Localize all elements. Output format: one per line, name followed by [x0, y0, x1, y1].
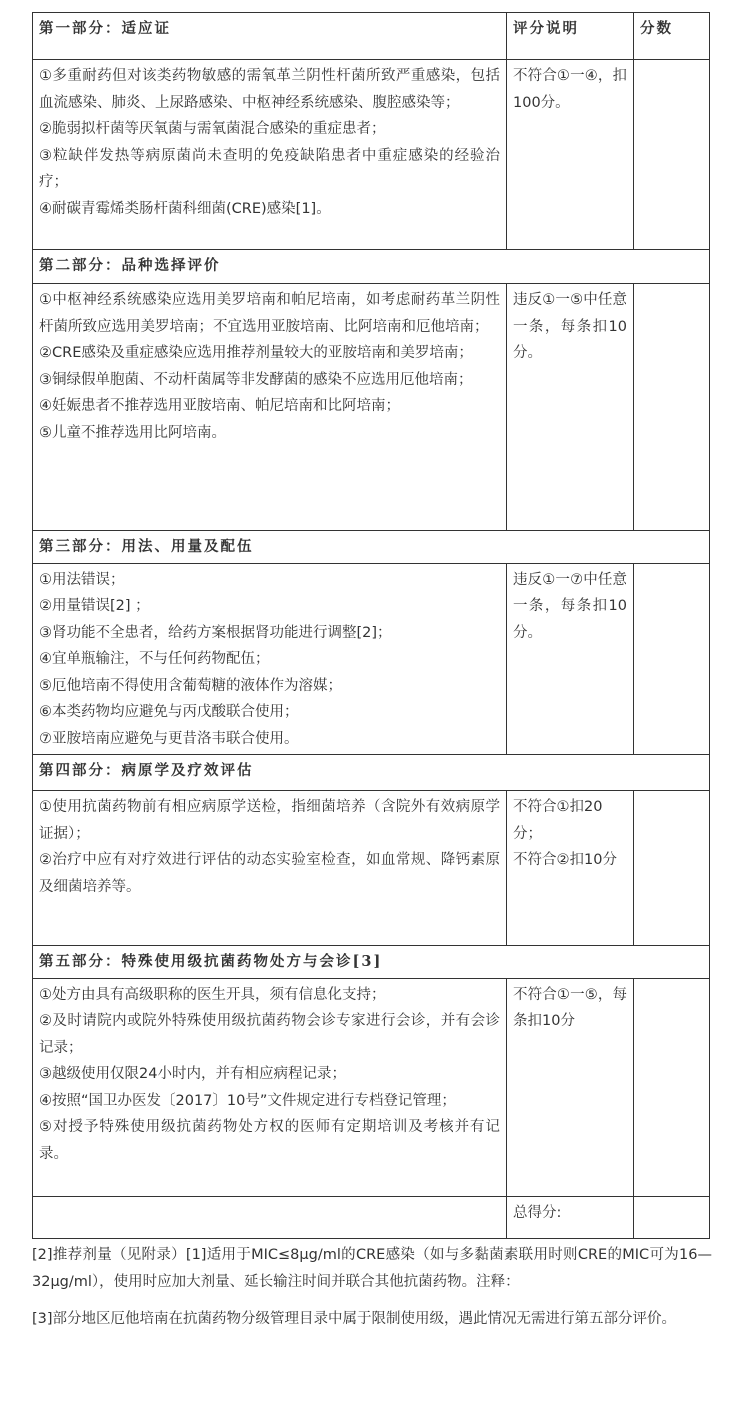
part3-score-cell[interactable]: [634, 563, 710, 755]
footnotes: [32, 1242, 712, 1343]
part4-content-row: [33, 791, 710, 946]
scoring-line: 不符合②扣10分: [513, 852, 617, 868]
evaluation-table: [32, 12, 710, 1239]
part2-scoring: 违反①一⑤中任意一条，每条扣10分。: [507, 284, 634, 531]
part5-title-row: [33, 946, 710, 979]
part5-score-cell[interactable]: [634, 978, 710, 1196]
table-header-row: [33, 13, 710, 60]
list-item: ②脆弱拟杆菌等厌氧菌与需氧菌混合感染的重症患者；: [39, 121, 386, 137]
part1-title: 第一部分：适应证: [33, 13, 507, 60]
list-item: ②治疗中应有对疗效进行评估的动态实验室检查，如血常规、降钙素原及细菌培养等。: [39, 852, 500, 895]
footnote: [3]部分地区厄他培南在抗菌药物分级管理目录中属于限制使用级，遇此情况无需进行第五部分评价。: [32, 1311, 677, 1327]
footnote: [2]推荐剂量（见附录）[1]适用于MIC≤8μg/ml的CRE感染（如与多黏菌素联用时则CRE的MIC可为16—32μg/ml），使用时应加大剂量、延长输注时间并联合其他抗菌药物。注释：: [32, 1247, 712, 1290]
list-item: ⑤厄他培南不得使用含葡萄糖的液体作为溶媒；: [39, 677, 342, 694]
list-item: ⑥本类药物均应避免与丙戊酸联合使用；: [39, 704, 299, 720]
part3-title: 第三部分：用法、用量及配伍: [33, 531, 710, 564]
list-item: ②及时请院内或院外特殊使用级抗菌药物会诊专家进行会诊，并有会诊记录；: [39, 1013, 500, 1056]
scoring-column-title: 评分说明: [507, 13, 634, 60]
part3-items: [33, 563, 507, 755]
list-item: ①中枢神经系统感染应选用美罗培南和帕尼培南，如考虑耐药革兰阴性杆菌所致应选用美罗培南；不宜选用亚胺培南、比阿培南和厄他培南；: [39, 292, 500, 335]
list-item: ④妊娠患者不推荐选用亚胺培南、帕尼培南和比阿培南；: [39, 398, 400, 414]
list-item: ①处方由具有高级职称的医生开具，须有信息化支持；: [39, 986, 386, 1003]
list-item: ④按照“国卫办医发〔2017〕10号”文件规定进行专档登记管理；: [39, 1092, 456, 1109]
list-item: ②CRE感染及重症感染应选用推荐剂量较大的亚胺培南和美罗培南；: [39, 345, 473, 361]
part3-title-row: [33, 531, 710, 564]
list-item: ①多重耐药但对该类药物敏感的需氧革兰阴性杆菌所致严重感染，包括血流感染、肺炎、上尿路感染、中枢神经系统感染、腹腔感染等；: [39, 68, 500, 111]
part3-scoring: 违反①一⑦中任意一条，每条扣10分。: [507, 563, 634, 755]
part1-items: [33, 60, 507, 250]
part2-content-row: [33, 284, 710, 531]
part4-title-row: [33, 755, 710, 791]
part1-scoring: 不符合①一④，扣100分。: [507, 60, 634, 250]
total-row: [33, 1196, 710, 1238]
part3-content-row: [33, 563, 710, 755]
part5-scoring: 不符合①一⑤，每条扣10分: [507, 978, 634, 1196]
list-item: ⑦亚胺培南应避免与更昔洛韦联合使用。: [39, 730, 299, 747]
part4-scoring: [507, 791, 634, 946]
list-item: ①使用抗菌药物前有相应病原学送检，指细菌培养（含院外有效病原学证据）；: [39, 799, 500, 842]
list-item: ①用法错误；: [39, 571, 125, 588]
list-item: ②用量错误[2] ；: [39, 598, 150, 614]
list-item: ③粒缺伴发热等病原菌尚未查明的免疫缺陷患者中重症感染的经验治疗；: [39, 147, 500, 190]
part2-title: 第二部分：品种选择评价: [33, 250, 710, 284]
total-label: 总得分:: [507, 1196, 634, 1238]
list-item: ④耐碳青霉烯类肠杆菌科细菌(CRE)感染[1]。: [39, 200, 331, 217]
part4-score-cell[interactable]: [634, 791, 710, 946]
part5-items: [33, 978, 507, 1196]
list-item: ③铜绿假单胞菌、不动杆菌属等非发酵菌的感染不应选用厄他培南；: [39, 371, 473, 388]
part1-score-cell[interactable]: [634, 60, 710, 250]
total-empty-cell: [33, 1196, 507, 1238]
list-item: ⑤儿童不推荐选用比阿培南。: [39, 424, 226, 441]
list-item: ⑤对授予特殊使用级抗菌药物处方权的医师有定期培训及考核并有记录。: [39, 1119, 500, 1162]
part4-items: [33, 791, 507, 946]
part5-title: 第五部分：特殊使用级抗菌药物处方与会诊[3]: [33, 946, 710, 979]
scoring-line: 不符合①扣20分；: [513, 799, 603, 842]
part2-title-row: [33, 250, 710, 284]
total-score-cell[interactable]: [634, 1196, 710, 1238]
list-item: ④宜单瓶输注，不与任何药物配伍；: [39, 651, 270, 667]
score-column-title: 分数: [634, 13, 710, 60]
part2-items: [33, 284, 507, 531]
part1-content-row: [33, 60, 710, 250]
list-item: ③肾功能不全患者，给药方案根据肾功能进行调整[2]；: [39, 624, 392, 641]
list-item: ③越级使用仅限24小时内，并有相应病程记录；: [39, 1066, 346, 1082]
part5-content-row: [33, 978, 710, 1196]
part4-title: 第四部分：病原学及疗效评估: [33, 755, 710, 791]
part2-score-cell[interactable]: [634, 284, 710, 531]
